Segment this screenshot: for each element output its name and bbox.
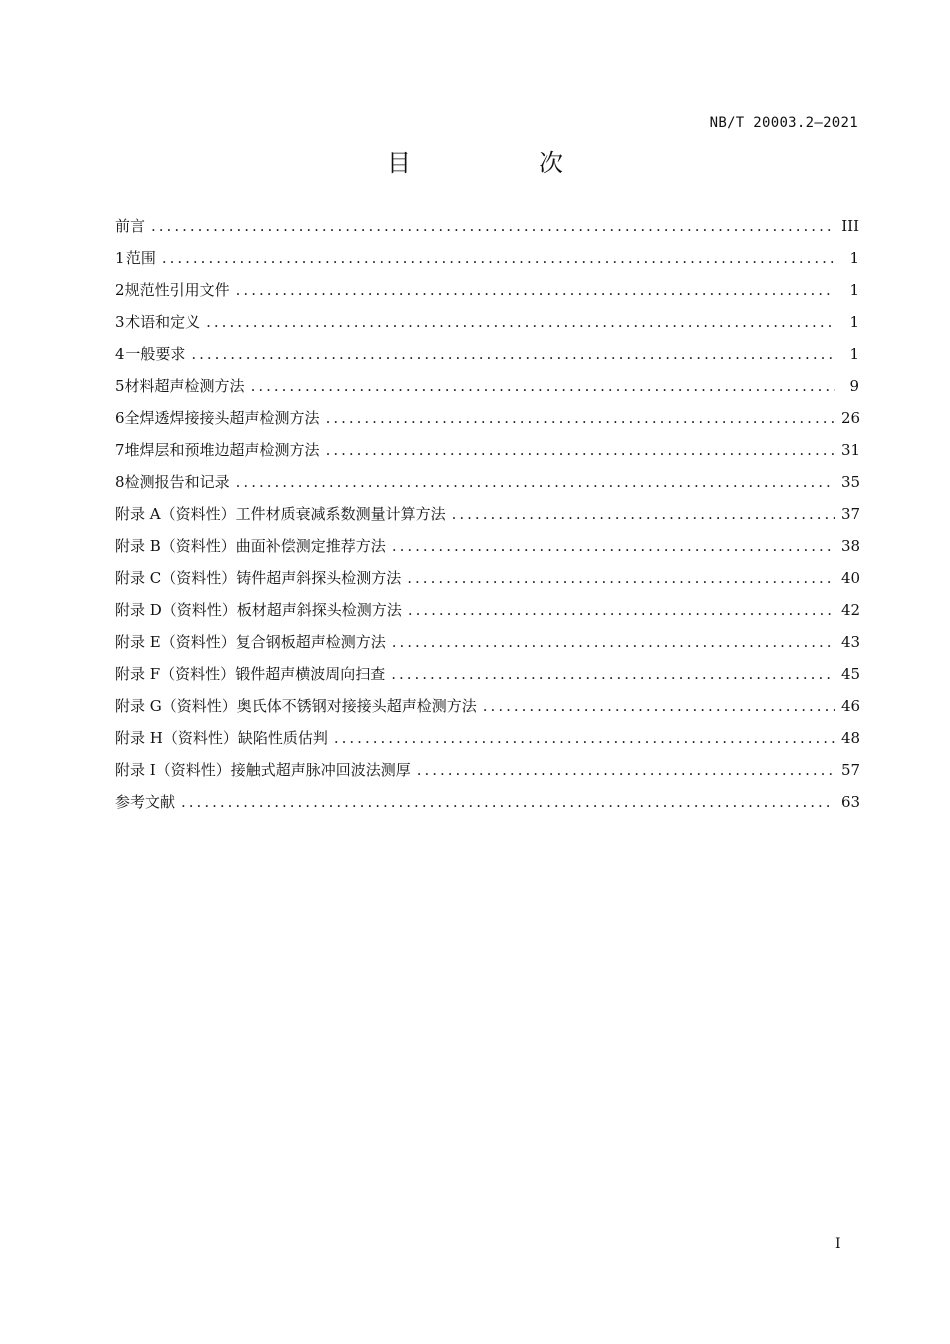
toc-dot-leader: [334, 722, 835, 754]
toc-dot-leader: [206, 306, 835, 338]
toc-entry-title: 范围: [125, 249, 156, 267]
toc-entry[interactable]: [115, 754, 859, 786]
toc-entry-annex-label: 附录 D（资料性）: [115, 601, 237, 619]
toc-entry-title: 复合钢板超声检测方法: [235, 633, 386, 651]
toc-entry[interactable]: [115, 466, 859, 498]
toc-entry-page: 43: [841, 633, 861, 651]
page-number: I: [835, 1236, 841, 1252]
toc-entry-title: 规范性引用文件: [124, 281, 230, 299]
toc-entry-title: 曲面补偿测定推荐方法: [235, 537, 386, 555]
toc-dot-leader: [417, 754, 835, 786]
toc-entry-annex-label: 附录 A（资料性）: [115, 505, 236, 523]
toc-entry-page: 42: [841, 601, 861, 619]
toc-entry[interactable]: [115, 530, 859, 562]
toc-entry-number: 5: [115, 377, 125, 395]
toc-entry-page: 1: [849, 281, 859, 299]
toc-entry-title: 工件材质衰减系数测量计算方法: [235, 505, 446, 523]
toc-entry[interactable]: [115, 594, 859, 626]
toc-dot-leader: [181, 786, 835, 818]
toc-entry[interactable]: [115, 658, 859, 690]
toc-entry-number: 4: [115, 345, 125, 363]
toc-entry-page: 38: [841, 537, 861, 555]
toc-entry-number: 1: [115, 249, 125, 267]
table-of-contents: [115, 210, 859, 818]
toc-entry-title: 接触式超声脉冲回波法测厚: [230, 761, 411, 779]
toc-entry-page: 31: [841, 441, 861, 459]
toc-entry-title: 锻件超声横波周向扫查: [235, 665, 386, 683]
toc-entry-page: 1: [849, 345, 859, 363]
toc-entry-page: 37: [841, 505, 861, 523]
toc-entry[interactable]: [115, 498, 859, 530]
toc-entry[interactable]: [115, 338, 859, 370]
toc-entry[interactable]: [115, 274, 859, 306]
toc-entry-number: 2: [115, 281, 125, 299]
toc-dot-leader: [236, 274, 835, 306]
toc-entry-annex-label: 附录 H（资料性）: [115, 729, 238, 747]
toc-dot-leader: [151, 210, 835, 242]
toc-entry-number: 8: [115, 473, 125, 491]
toc-entry-annex-label: 附录 C（资料性）: [115, 569, 237, 587]
toc-entry-page: 40: [841, 569, 861, 587]
toc-entry-annex-label: 附录 F（资料性）: [115, 665, 236, 683]
toc-entry[interactable]: [115, 562, 859, 594]
toc-dot-leader: [326, 402, 835, 434]
toc-entry-annex-label: 附录 G（资料性）: [115, 697, 237, 715]
toc-entry[interactable]: [115, 626, 859, 658]
toc-dot-leader: [392, 530, 835, 562]
toc-entry-number: 7: [115, 441, 125, 459]
toc-entry[interactable]: [115, 722, 859, 754]
toc-entry-title: 一般要求: [125, 345, 186, 363]
toc-entry-title: 堆焊层和预堆边超声检测方法: [124, 441, 320, 459]
toc-entry-number: 6: [115, 409, 125, 427]
toc-dot-leader: [162, 242, 835, 274]
toc-entry-page: 9: [849, 377, 859, 395]
toc-entry-page: 26: [841, 409, 861, 427]
toc-entry[interactable]: [115, 690, 859, 722]
toc-dot-leader: [407, 562, 835, 594]
toc-dot-leader: [326, 434, 835, 466]
toc-dot-leader: [191, 338, 835, 370]
toc-entry-title: 术语和定义: [125, 313, 201, 331]
toc-entry-title: 板材超声斜探头检测方法: [236, 601, 402, 619]
toc-dot-leader: [452, 498, 835, 530]
toc-entry[interactable]: [115, 242, 859, 274]
toc-entry-number: 3: [115, 313, 125, 331]
toc-dot-leader: [483, 690, 835, 722]
toc-entry[interactable]: [115, 402, 859, 434]
page-title: 目 次: [387, 149, 615, 177]
toc-dot-leader: [251, 370, 835, 402]
toc-entry-page: 35: [841, 473, 861, 491]
toc-dot-leader: [236, 466, 835, 498]
toc-entry-page: 63: [841, 793, 861, 811]
toc-entry-page: 57: [841, 761, 861, 779]
toc-entry-annex-label: 附录 I（资料性）: [115, 761, 231, 779]
toc-entry-title: 参考文献: [115, 793, 176, 811]
toc-entry-title: 缺陷性质估判: [237, 729, 328, 747]
toc-entry-title: 奥氏体不锈钢对接接头超声检测方法: [236, 697, 477, 715]
toc-dot-leader: [392, 626, 835, 658]
toc-entry-annex-label: 附录 B（资料性）: [115, 537, 236, 555]
toc-entry-annex-label: 附录 E（资料性）: [115, 633, 236, 651]
toc-entry[interactable]: [115, 306, 859, 338]
toc-entry-title: 检测报告和记录: [124, 473, 230, 491]
toc-entry-page: 1: [849, 313, 859, 331]
toc-entry[interactable]: [115, 434, 859, 466]
toc-entry-page: III: [841, 217, 859, 235]
toc-entry[interactable]: [115, 786, 859, 818]
toc-entry[interactable]: [115, 210, 859, 242]
toc-entry-title: 全焊透焊接接头超声检测方法: [124, 409, 320, 427]
toc-entry-page: 48: [841, 729, 861, 747]
toc-entry[interactable]: [115, 370, 859, 402]
toc-entry-page: 1: [849, 249, 859, 267]
standard-code: NB/T 20003.2—2021: [709, 115, 858, 131]
toc-entry-page: 45: [841, 665, 861, 683]
toc-dot-leader: [408, 594, 835, 626]
toc-dot-leader: [391, 658, 835, 690]
toc-entry-title: 铸件超声斜探头检测方法: [236, 569, 402, 587]
toc-entry-title: 材料超声检测方法: [124, 377, 245, 395]
toc-entry-title: 前言: [115, 217, 146, 235]
toc-entry-page: 46: [841, 697, 861, 715]
